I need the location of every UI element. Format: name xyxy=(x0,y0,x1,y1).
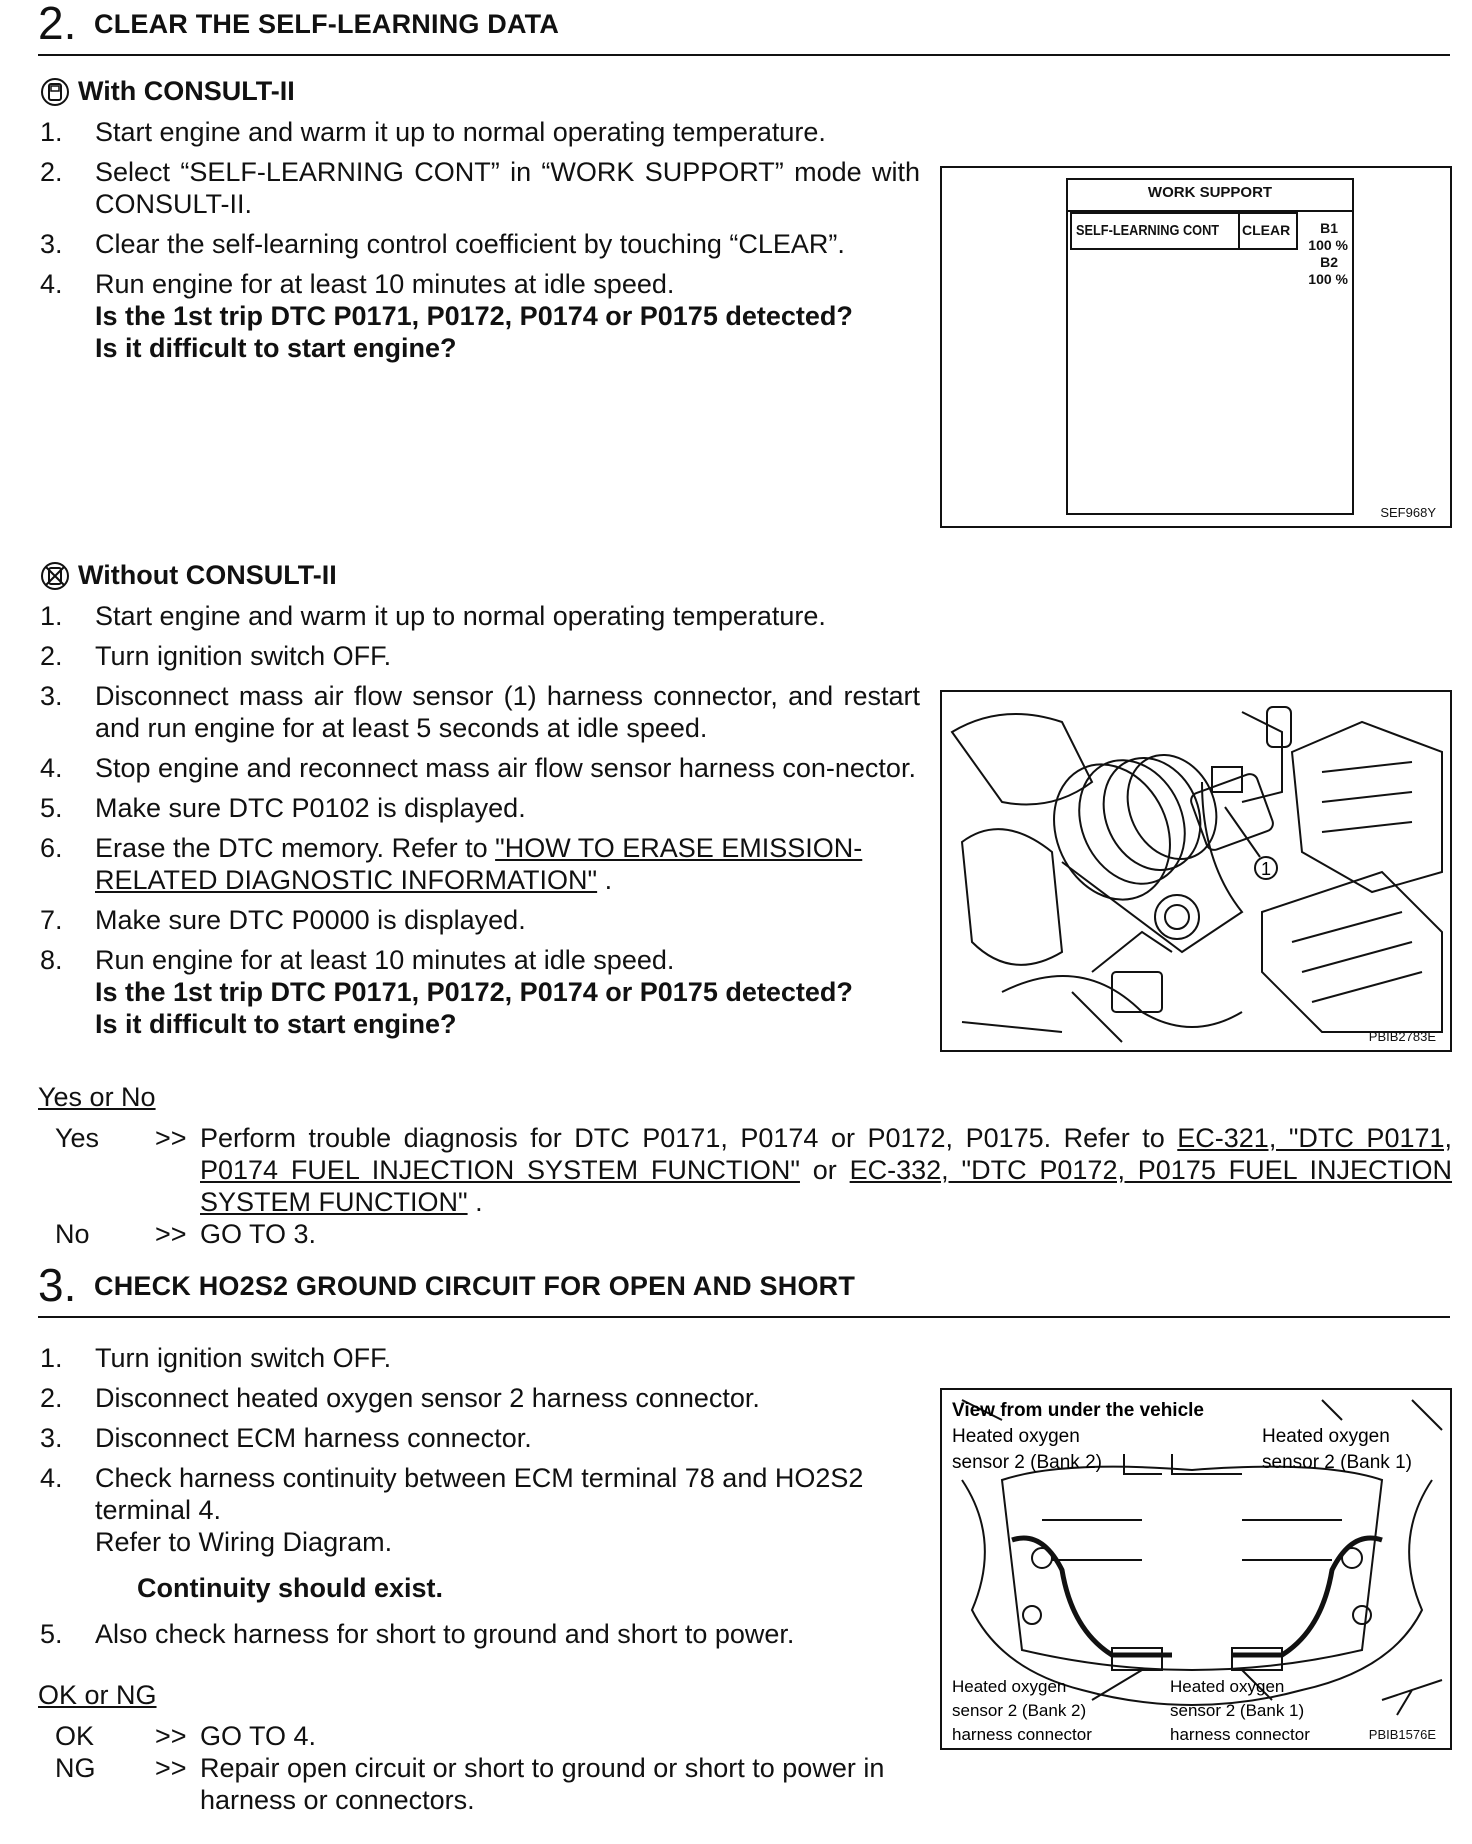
work-support-figure xyxy=(940,166,1452,528)
yes-key: Yes xyxy=(55,1123,100,1153)
ec-332-link[interactable]: EC-332, "DTC P0172, P0175 FUEL INJECTION SYSTEM FUNCTION" xyxy=(200,1155,1453,1217)
self-learning-label: SELF-LEARNING CONT xyxy=(1076,222,1220,239)
no-consult-icon xyxy=(40,561,70,591)
question: Is it difficult to start engine? xyxy=(95,1009,457,1039)
step-item: 4. Stop engine and reconnect mass air flow sensor harness con-nector. xyxy=(40,753,916,783)
under-vehicle-illustration xyxy=(942,1390,1450,1748)
bottom-right-label-1: Heated oxygen xyxy=(1170,1677,1285,1696)
callout-number: 1 xyxy=(1260,859,1272,879)
consult-tool-icon xyxy=(40,77,70,107)
yes-result: Yes >> Perform trouble diagnosis for DTC P0171, P0174 or P0172, P0175. Refer to EC-321, "DTC P0171, P0174 FUEL INJECTION SYSTEM FUNCTION" or EC-332, "DTC P0172, P0175 FUEL INJECTION SYSTEM FUNCTION" . xyxy=(55,1123,1453,1217)
figure-code: SEF968Y xyxy=(1380,505,1436,520)
step-item: 3. Disconnect ECM harness connector. xyxy=(40,1423,532,1453)
ec-321-link[interactable]: EC-321, "DTC P0171, P0174 FUEL INJECTION SYSTEM FUNCTION" xyxy=(200,1123,1453,1185)
top-left-label-2: sensor 2 (Bank 2) xyxy=(952,1452,1102,1473)
ok-key: OK xyxy=(55,1721,95,1751)
without-consult-steps xyxy=(40,600,920,1048)
step-sub: Refer to Wiring Diagram. xyxy=(95,1527,393,1557)
maf-sensor-figure xyxy=(940,690,1452,1052)
bottom-right-label-2: sensor 2 (Bank 1) xyxy=(1170,1701,1305,1720)
step-item: 2. Select “SELF-LEARNING CONT” in “WORK SUPPORT” mode with CONSULT-II. xyxy=(40,157,920,219)
step-item: 8. Run engine for at least 10 minutes at idle speed. xyxy=(40,945,675,975)
bottom-left-label-1: Heated oxygen xyxy=(952,1677,1067,1696)
view-label: View from under the vehicle xyxy=(952,1400,1205,1421)
step-item: 3. Disconnect mass air flow sensor (1) harness connector, and restart and run engine for at least 5 seconds at idle speed. xyxy=(40,681,920,743)
with-consult-steps xyxy=(40,116,920,372)
ng-result: NG >> Repair open circuit or short to ground or short to power in harness or connectors. xyxy=(55,1753,885,1815)
step-item: 1. Start engine and warm it up to normal operating temperature. xyxy=(40,117,826,147)
step-item: 4. Run engine for at least 10 minutes at idle speed. xyxy=(40,269,675,299)
work-support-title: WORK SUPPORT xyxy=(1147,184,1273,201)
figure-code: PBIB1576E xyxy=(1368,1727,1436,1742)
step-item: 4. Check harness continuity between ECM terminal 78 and HO2S2 terminal 4. xyxy=(40,1463,864,1525)
ok-ng-heading: OK or NG xyxy=(38,1680,157,1710)
step-item: 1. Start engine and warm it up to normal operating temperature. xyxy=(40,601,826,631)
no-result: No >> GO TO 3. xyxy=(55,1219,317,1249)
question: Is it difficult to start engine? xyxy=(95,333,457,363)
bank-values: B1 100 % B2 100 % xyxy=(1308,220,1348,287)
top-right-label-1: Heated oxygen xyxy=(1262,1426,1390,1447)
question: Is the 1st trip DTC P0171, P0172, P0174 or P0175 detected? xyxy=(95,977,853,1007)
section-number: 2. xyxy=(38,0,77,49)
yes-no-heading: Yes or No xyxy=(38,1082,156,1112)
bottom-left-label-2: sensor 2 (Bank 2) xyxy=(952,1701,1087,1720)
step-item: 1. Turn ignition switch OFF. xyxy=(40,1343,392,1373)
with-consult-label: With CONSULT-II xyxy=(78,76,295,106)
no-key: No xyxy=(55,1219,90,1249)
section-3-steps xyxy=(40,1342,920,1658)
step-item: 3. Clear the self-learning control coefficient by touching “CLEAR”. xyxy=(40,229,845,259)
ok-result: OK >> GO TO 4. xyxy=(55,1721,317,1751)
step-item: 2. Disconnect heated oxygen sensor 2 harness connector. xyxy=(40,1383,760,1413)
step-item: 5. Also check harness for short to ground and short to power. xyxy=(40,1619,795,1649)
section-2-header xyxy=(38,0,1450,56)
figure-code: PBIB2783E xyxy=(1368,1029,1436,1044)
with-consult-heading xyxy=(40,76,295,107)
without-consult-heading xyxy=(40,560,337,591)
ho2s2-location-figure xyxy=(940,1388,1452,1750)
section-3-header xyxy=(38,1259,1450,1318)
top-left-label-1: Heated oxygen xyxy=(952,1426,1080,1447)
without-consult-label: Without CONSULT-II xyxy=(78,560,337,590)
section-title: CLEAR THE SELF-LEARNING DATA xyxy=(94,9,560,39)
section-number: 3. xyxy=(38,1259,77,1311)
bottom-left-label-3: harness connector xyxy=(952,1725,1092,1744)
top-right-label-2: sensor 2 (Bank 1) xyxy=(1262,1452,1412,1473)
clear-label: CLEAR xyxy=(1242,222,1291,238)
step-item: 5. Make sure DTC P0102 is displayed. xyxy=(40,793,526,823)
ng-key: NG xyxy=(55,1753,96,1783)
step-item: 7. Make sure DTC P0000 is displayed. xyxy=(40,905,526,935)
step-item: 2. Turn ignition switch OFF. xyxy=(40,641,392,671)
bottom-right-label-3: harness connector xyxy=(1170,1725,1310,1744)
work-support-screen xyxy=(1066,178,1354,515)
engine-bay-illustration xyxy=(942,692,1450,1050)
continuity-note: Continuity should exist. xyxy=(137,1573,444,1603)
section-title: CHECK HO2S2 GROUND CIRCUIT FOR OPEN AND SHORT xyxy=(94,1271,856,1301)
question: Is the 1st trip DTC P0171, P0172, P0174 or P0175 detected? xyxy=(95,301,853,331)
step-item: 6. Erase the DTC memory. Refer to "HOW TO ERASE EMISSION-RELATED DIAGNOSTIC INFORMATION" . xyxy=(40,833,863,895)
self-learning-row xyxy=(1070,212,1298,250)
erase-dtc-link[interactable]: "HOW TO ERASE EMISSION-RELATED DIAGNOSTIC INFORMATION" xyxy=(95,833,863,895)
